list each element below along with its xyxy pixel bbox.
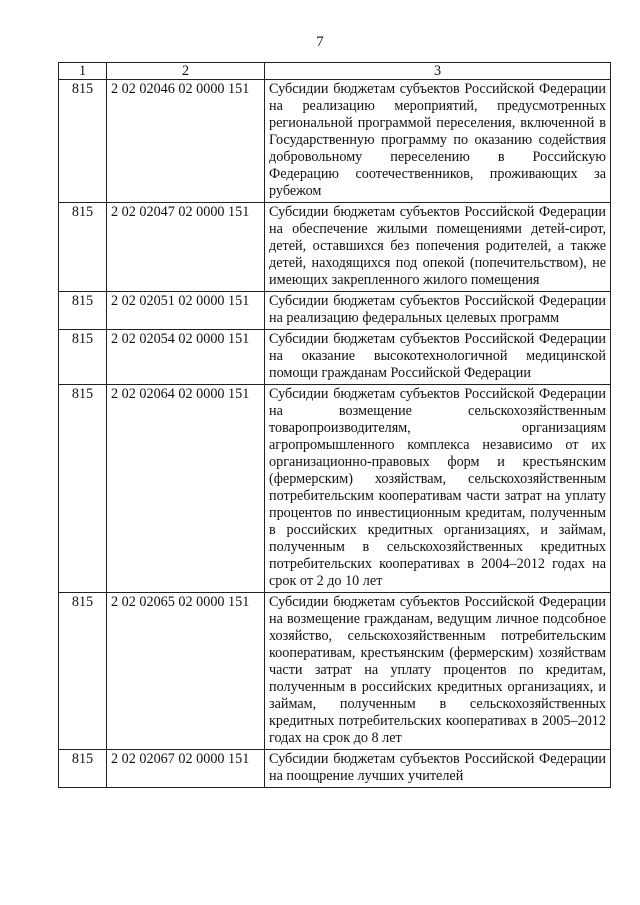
description-cell: Субсидии бюджетам субъектов Российской Федерации на возмещение гражданам, ведущим личное подсобное хозяйство, сельскохозяйственным потребительским кооперативам, крестьянским (фермерским) хозяйствам части затрат на уплату процентов по кредитам, полученным в российских кредитных организациях, и займам, полученным в сельскохозяйственных кредитных потребительских кооперативах в 2005–2012 годах на срок до 8 лет [265, 593, 611, 750]
table-row [59, 593, 611, 750]
header-col-2: 2 [107, 63, 265, 80]
description-cell: Субсидии бюджетам субъектов Российской Федерации на обеспечение жилыми помещениями детей-сирот, детей, оставшихся без попечения родителей, а также детей, находящихся под опекой (попечительством), не имеющих закрепленного жилого помещения [265, 203, 611, 292]
budget-code-cell: 2 02 02064 02 0000 151 [107, 385, 265, 593]
admin-code-cell: 815 [59, 593, 107, 750]
header-col-1: 1 [59, 63, 107, 80]
description-cell: Субсидии бюджетам субъектов Российской Федерации на реализацию федеральных целевых программ [265, 292, 611, 330]
page-number: 7 [316, 34, 324, 50]
budget-code-cell: 2 02 02051 02 0000 151 [107, 292, 265, 330]
admin-code-cell: 815 [59, 203, 107, 292]
budget-codes-table [58, 62, 611, 788]
table-row [59, 292, 611, 330]
table-row [59, 385, 611, 593]
description-cell: Субсидии бюджетам субъектов Российской Федерации на поощрение лучших учителей [265, 750, 611, 788]
table-row [59, 80, 611, 203]
admin-code-cell: 815 [59, 80, 107, 203]
description-cell: Субсидии бюджетам субъектов Российской Федерации на возмещение сельскохозяйственным товаропроизводителям, организациям агропромышленного комплекса независимо от их организационно-правовых форм и крестьянским (фермерским) хозяйствам, сельскохозяйственным потребительским кооперативам части затрат на уплату процентов по инвестиционным кредитам, полученным в российских кредитных организациях, и займам, полученным в сельскохозяйственных кредитных потребительских кооперативах в 2004–2012 годах на срок от 2 до 10 лет [265, 385, 611, 593]
table-header-row [59, 63, 611, 80]
table-row [59, 203, 611, 292]
budget-code-cell: 2 02 02065 02 0000 151 [107, 593, 265, 750]
budget-code-cell: 2 02 02046 02 0000 151 [107, 80, 265, 203]
header-col-3: 3 [265, 63, 611, 80]
description-cell: Субсидии бюджетам субъектов Российской Федерации на оказание высокотехнологичной медицинской помощи гражданам Российской Федерации [265, 330, 611, 385]
budget-code-cell: 2 02 02047 02 0000 151 [107, 203, 265, 292]
admin-code-cell: 815 [59, 292, 107, 330]
admin-code-cell: 815 [59, 750, 107, 788]
budget-code-cell: 2 02 02054 02 0000 151 [107, 330, 265, 385]
admin-code-cell: 815 [59, 330, 107, 385]
table-row [59, 750, 611, 788]
admin-code-cell: 815 [59, 385, 107, 593]
budget-code-cell: 2 02 02067 02 0000 151 [107, 750, 265, 788]
table-row [59, 330, 611, 385]
description-cell: Субсидии бюджетам субъектов Российской Федерации на реализацию мероприятий, предусмотренных региональной программой переселения, включенной в Государственную программу по оказанию содействия добровольному переселению в Российскую Федерацию соотечественников, проживающих за рубежом [265, 80, 611, 203]
